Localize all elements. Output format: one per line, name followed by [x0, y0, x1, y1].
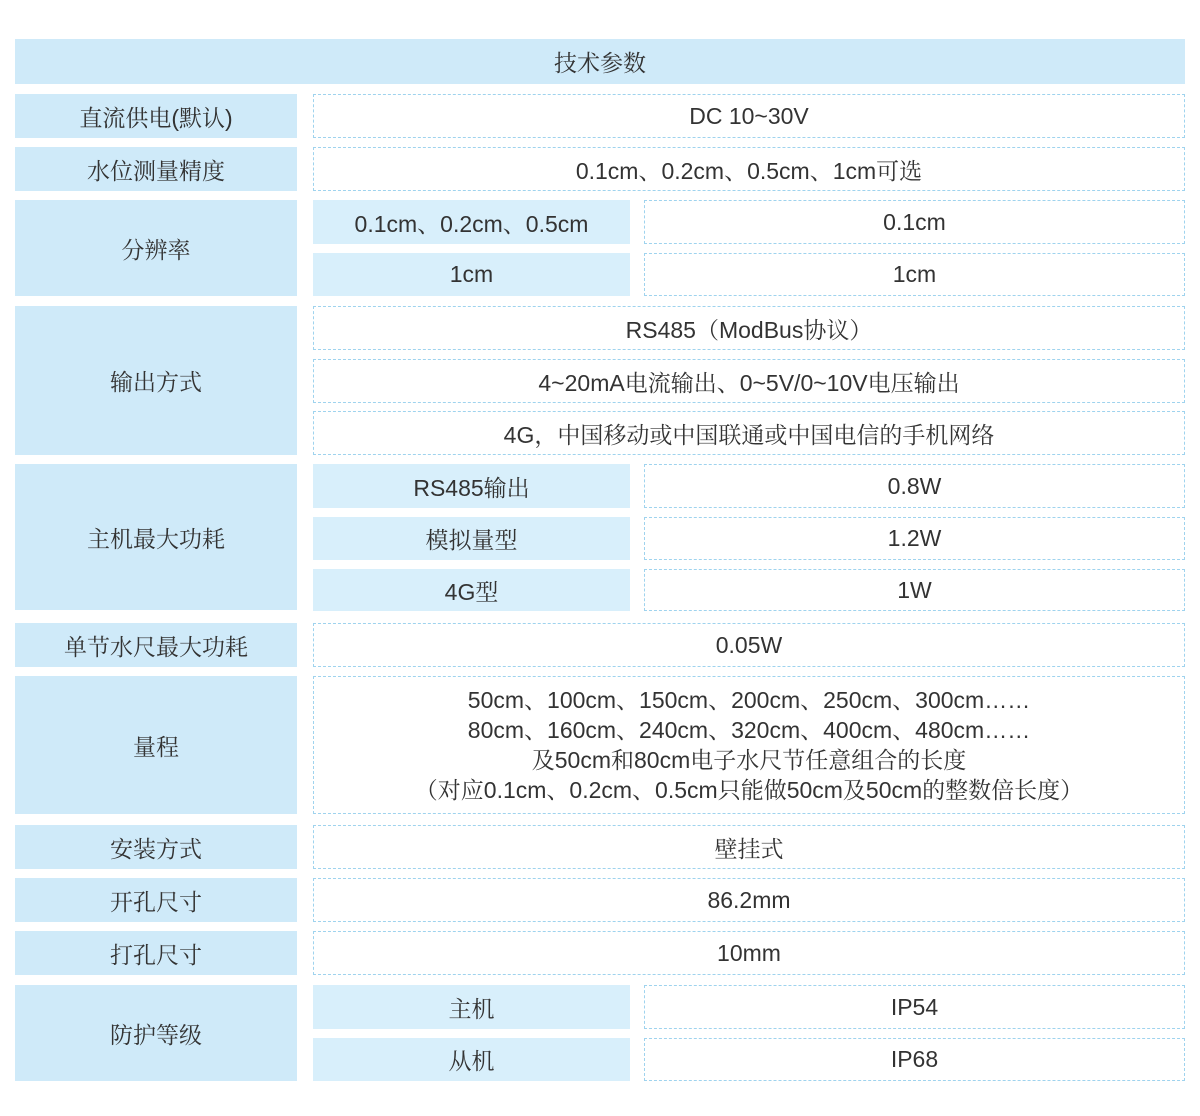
resolution-value-1: 0.1cm	[644, 200, 1185, 244]
label-accuracy: 水位测量精度	[15, 147, 297, 191]
range-line-1: 50cm、100cm、150cm、200cm、250cm、300cm……	[467, 687, 1031, 713]
table-title: 技术参数	[15, 39, 1185, 84]
label-protection: 防护等级	[15, 985, 297, 1081]
label-section-power: 单节水尺最大功耗	[15, 623, 297, 667]
label-range: 量程	[15, 676, 297, 814]
resolution-key-2: 1cm	[313, 253, 630, 296]
output-value-2: 4~20mA电流输出、0~5V/0~10V电压输出	[313, 359, 1185, 403]
value-drill-size: 10mm	[313, 931, 1185, 975]
value-power-supply: DC 10~30V	[313, 94, 1185, 138]
protection-value-1: IP54	[644, 985, 1185, 1029]
range-line-3: 及50cm和80cm电子水尺节任意组合的长度	[531, 747, 967, 773]
value-accuracy: 0.1cm、0.2cm、0.5cm、1cm可选	[313, 147, 1185, 191]
host-power-value-2: 1.2W	[644, 517, 1185, 560]
protection-key-1: 主机	[313, 985, 630, 1029]
label-power-supply: 直流供电(默认)	[15, 94, 297, 138]
value-install: 壁挂式	[313, 825, 1185, 869]
resolution-key-1: 0.1cm、0.2cm、0.5cm	[313, 200, 630, 244]
label-resolution: 分辨率	[15, 200, 297, 296]
host-power-key-3: 4G型	[313, 569, 630, 611]
label-install: 安装方式	[15, 825, 297, 869]
host-power-key-2: 模拟量型	[313, 517, 630, 560]
host-power-key-1: RS485输出	[313, 464, 630, 508]
range-line-4: （对应0.1cm、0.2cm、0.5cm只能做50cm及50cm的整数倍长度）	[414, 777, 1084, 803]
label-host-power: 主机最大功耗	[15, 464, 297, 610]
value-range	[313, 676, 1185, 814]
host-power-value-3: 1W	[644, 569, 1185, 611]
protection-value-2: IP68	[644, 1038, 1185, 1081]
label-output: 输出方式	[15, 306, 297, 455]
resolution-value-2: 1cm	[644, 253, 1185, 296]
output-value-3: 4G，中国移动或中国联通或中国电信的手机网络	[313, 411, 1185, 455]
value-hole-size: 86.2mm	[313, 878, 1185, 922]
value-section-power: 0.05W	[313, 623, 1185, 667]
protection-key-2: 从机	[313, 1038, 630, 1081]
host-power-value-1: 0.8W	[644, 464, 1185, 508]
label-hole-size: 开孔尺寸	[15, 878, 297, 922]
output-value-1: RS485（ModBus协议）	[313, 306, 1185, 350]
range-line-2: 80cm、160cm、240cm、320cm、400cm、480cm……	[467, 717, 1031, 743]
label-drill-size: 打孔尺寸	[15, 931, 297, 975]
